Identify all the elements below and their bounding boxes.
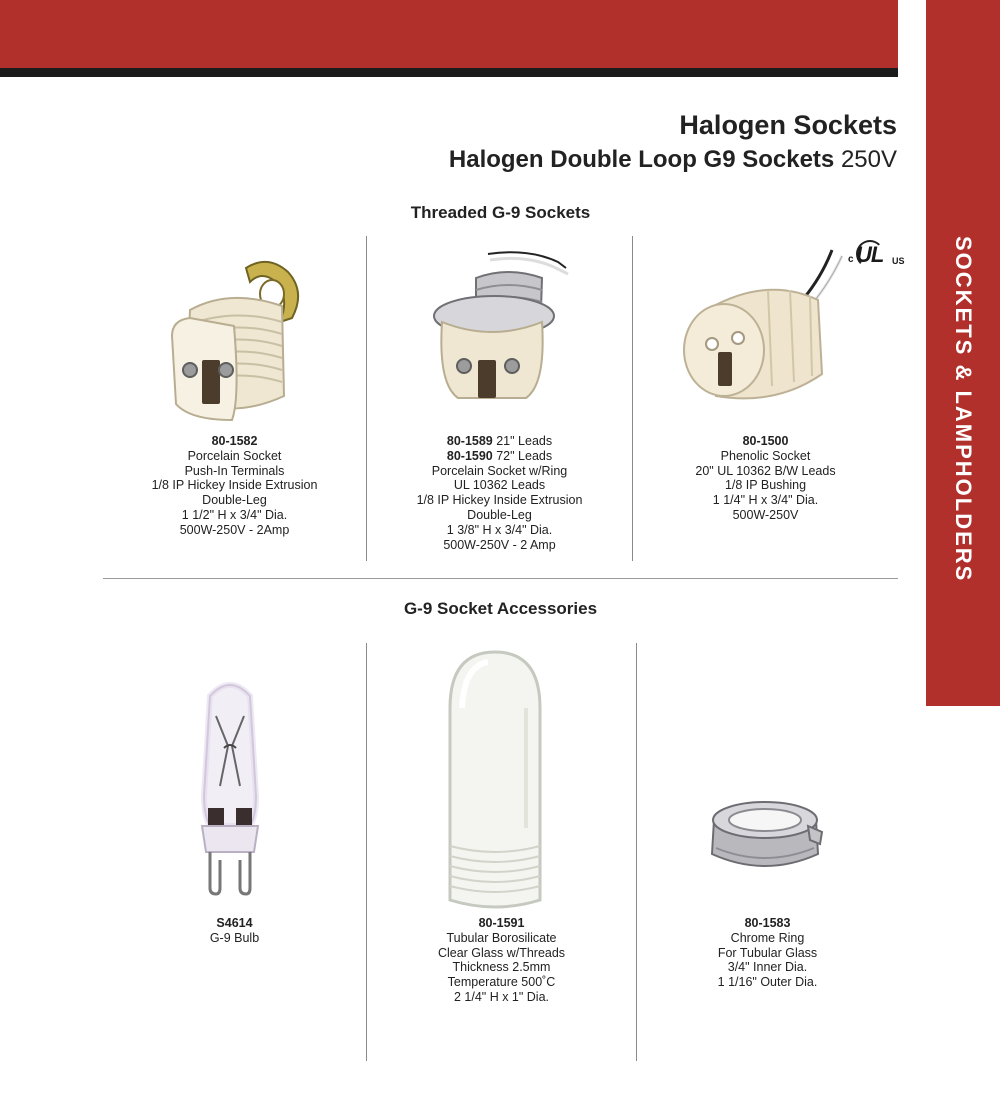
product-spec: Porcelain Socket w/Ring [431, 463, 568, 478]
product-spec: 1/8 IP Bushing [724, 478, 807, 493]
ul-suffix: US [892, 256, 905, 266]
product-sku: 80-1500 [742, 434, 789, 448]
header-band [0, 0, 898, 68]
product-spec: 500W-250V - 2 Amp [443, 537, 556, 552]
phenolic-socket-photo [672, 246, 852, 426]
header-rule [0, 68, 898, 77]
product-lead-length: 21" Leads [492, 434, 553, 448]
product-80-1591 [367, 916, 636, 1005]
section-heading-threaded: Threaded G-9 Sockets [410, 203, 591, 222]
chrome-ring-photo [700, 792, 830, 882]
threaded-g9-porcelain-socket-photo [160, 248, 320, 428]
product-sku: S4614 [216, 916, 253, 930]
product-spec: Temperature 500˚C [447, 975, 556, 990]
product-spec: 1 1/4" H x 3/4" Dia. [712, 493, 819, 508]
g9-bulb-photo [180, 676, 280, 896]
product-80-1582 [103, 434, 366, 538]
product-spec: Clear Glass w/Threads [437, 945, 566, 960]
product-sku: 80-1583 [744, 916, 791, 930]
subtitle-voltage: 250V [834, 146, 897, 173]
page-subtitle [449, 146, 897, 174]
product-sku-line [367, 449, 632, 464]
product-spec: Double-Leg [467, 507, 532, 522]
product-spec: 1 1/2" H x 3/4" Dia. [181, 507, 288, 522]
product-spec: 2 1/4" H x 1" Dia. [453, 989, 550, 1004]
ul-prefix: c [848, 254, 854, 265]
product-spec: Thickness 2.5mm [452, 960, 551, 975]
product-spec: For Tubular Glass [717, 945, 818, 960]
product-spec: 1/8 IP Hickey Inside Extrusion [416, 493, 583, 508]
product-spec: 1/8 IP Hickey Inside Extrusion [151, 478, 318, 493]
product-spec: 500W-250V [732, 507, 799, 522]
product-sku: 80-1582 [211, 434, 258, 448]
product-spec: Tubular Borosilicate [446, 930, 557, 945]
section-divider [103, 578, 898, 579]
product-spec: UL 10362 Leads [453, 478, 546, 493]
side-tab-label: SOCKETS & LAMPHOLDERS [951, 236, 976, 583]
product-sku: 80-1590 [446, 448, 493, 463]
product-sku: 80-1591 [478, 916, 525, 930]
product-spec: 1 1/16" Outer Dia. [717, 975, 818, 990]
product-80-1500 [633, 434, 898, 523]
section-heading-accessories: G-9 Socket Accessories [403, 599, 598, 618]
product-spec: 500W-250V - 2Amp [179, 522, 290, 537]
product-spec: Double-Leg [202, 493, 267, 508]
product-spec: Push-In Terminals [184, 463, 285, 478]
product-80-1589 [367, 434, 632, 552]
product-spec: G-9 Bulb [209, 930, 260, 945]
product-spec: Porcelain Socket [187, 448, 282, 463]
page-title: Halogen Sockets [679, 110, 897, 140]
product-sku-line [367, 434, 632, 449]
product-spec: Chrome Ring [730, 930, 805, 945]
product-lead-length: 72" Leads [492, 448, 553, 463]
product-spec: 3/4" Inner Dia. [727, 960, 808, 975]
ul-listed-mark [848, 240, 910, 272]
product-spec: Phenolic Socket [720, 448, 811, 463]
subtitle-main: Halogen Double Loop G9 Sockets [448, 146, 835, 173]
product-spec: 20" UL 10362 B/W Leads [695, 463, 836, 478]
borosilicate-glass-tube-photo [430, 648, 560, 916]
product-s4614 [103, 916, 366, 946]
product-sku: 80-1589 [446, 434, 493, 448]
product-spec: 1 3/8" H x 3/4" Dia. [446, 522, 553, 537]
column-divider [636, 643, 637, 1061]
porcelain-socket-with-ring-photo [418, 248, 578, 428]
product-80-1583 [637, 916, 898, 990]
ul-text: UL [856, 242, 884, 267]
